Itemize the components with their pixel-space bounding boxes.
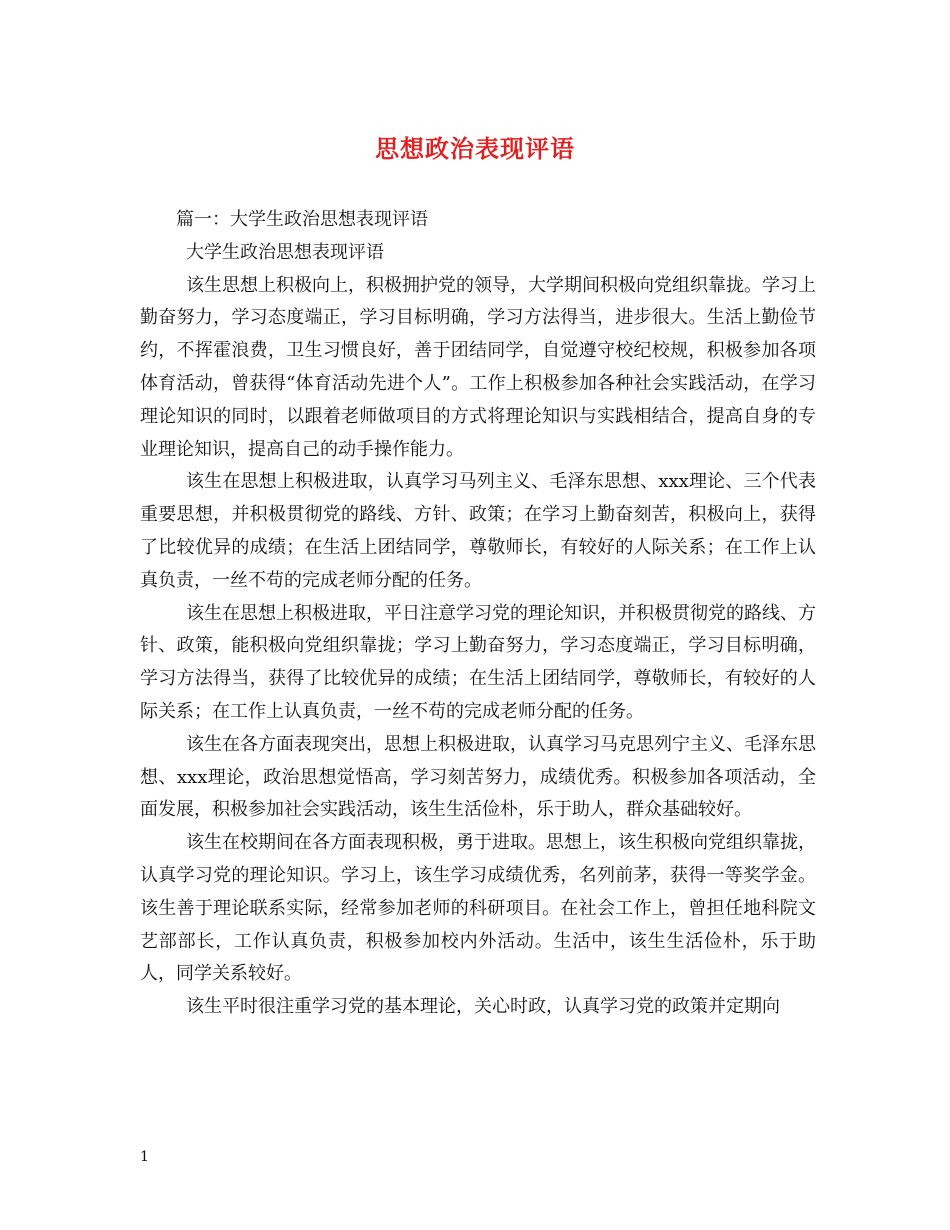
document-title: 思想政治表现评语	[375, 134, 575, 163]
section-heading: 篇一：大学生政治思想表现评语	[176, 209, 428, 230]
document-body	[140, 204, 816, 1024]
paragraph-6: 该生平时很注重学习党的基本理论，关心时政，认真学习党的政策并定期向	[186, 996, 780, 1018]
paragraph-2: 该生在思想上积极进取，认真学习马列主义、毛泽东思想、xxx理论、三个代表重要思想，并积极贯彻党的路线、方针、政策；在学习上勤奋刻苦，积极向上，获得了比较优异的成绩；在生活上团结同学，尊敬师长，有较好的人际关系；在工作上认真负责，一丝不苟的完成老师分配的任务。	[140, 471, 816, 591]
paragraph-4: 该生在各方面表现突出，思想上积极进取，认真学习马克思列宁主义、毛泽东思想、xxx理论，政治思想觉悟高，学习刻苦努力，成绩优秀。积极参加各项活动，全面发展，积极参加社会实践活动，该生生活俭朴，乐于助人，群众基础较好。	[140, 733, 816, 821]
paragraph-1: 该生思想上积极向上，积极拥护党的领导，大学期间积极向党组织靠拢。学习上勤奋努力，学习态度端正，学习目标明确，学习方法得当，进步很大。生活上勤俭节约，不挥霍浪费，卫生习惯良好，善于团结同学，自觉遵守校纪校规，积极参加各项体育活动，曾获得“体育活动先进个人”。工作上积极参加各种社会实践活动，在学习理论知识的同时，以跟着老师做项目的方式将理论知识与实践相结合，提高自身的专业理论知识，提高自己的动手操作能力。	[140, 274, 816, 460]
section-subheading: 大学生政治思想表现评语	[186, 241, 384, 263]
paragraph-3: 该生在思想上积极进取，平日注意学习党的理论知识，并积极贯彻党的路线、方针、政策，能积极向党组织靠拢；学习上勤奋努力，学习态度端正，学习目标明确，学习方法得当，获得了比较优异的成绩；在生活上团结同学，尊敬师长，有较好的人际关系；在工作上认真负责，一丝不苟的完成老师分配的任务。	[140, 602, 816, 722]
paragraph-5: 该生在校期间在各方面表现积极，勇于进取。思想上，该生积极向党组织靠拢，认真学习党的理论知识。学习上，该生学习成绩优秀，名列前茅，获得一等奖学金。该生善于理论联系实际，经常参加老师的科研项目。在社会工作上，曾担任地科院文艺部部长，工作认真负责，积极参加校内外活动。生活中，该生生活俭朴，乐于助人，同学关系较好。	[140, 832, 816, 985]
page-number: 1	[140, 1149, 149, 1165]
